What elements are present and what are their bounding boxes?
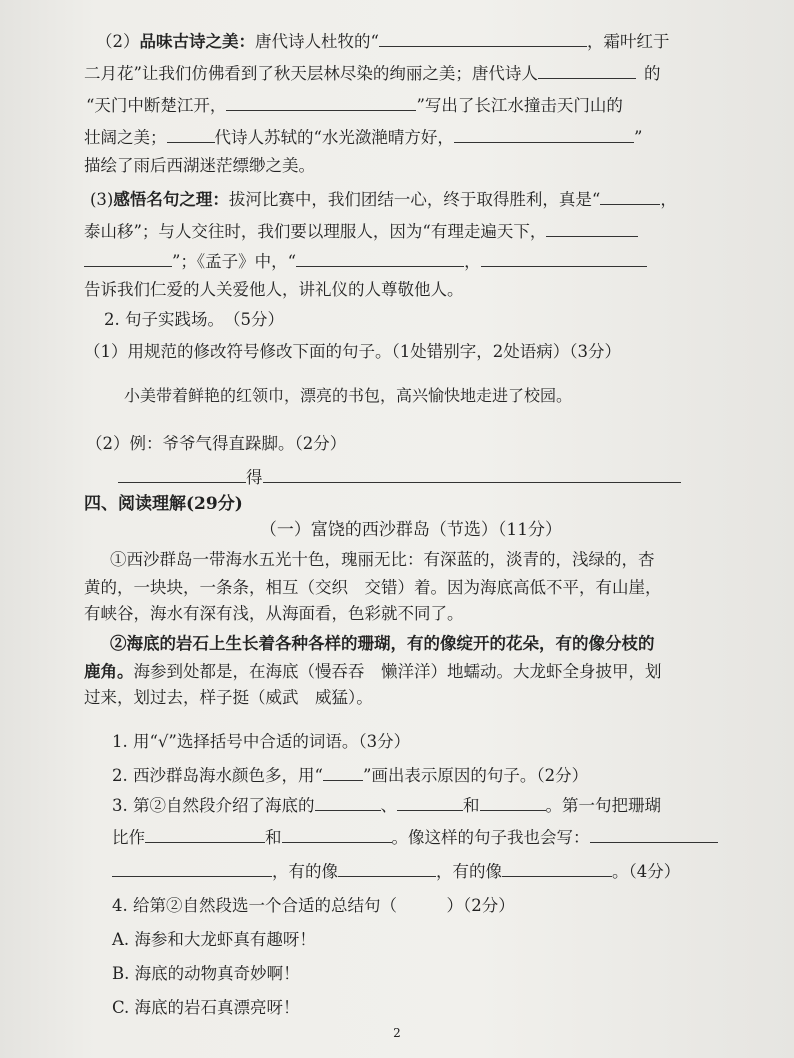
rq4: 4. 给第②自然段选一个合适的总结句（ ）（2分） [112,896,515,915]
rq2-text: ”画出表示原因的句子。（2分） [362,766,589,785]
q2-title: 2. 句子实践场。 （5分） [104,310,284,329]
s2-line-1 [96,32,669,51]
s2-text: 壮阔之美； [84,128,167,147]
rq3-text: ，有的像 [436,862,502,881]
s3-text: ”；《孟子》中，“ [172,252,297,271]
section4-title: 四、阅读理解(29分) [84,494,243,514]
blank[interactable] [502,862,612,877]
p2-text: 海参到处都是，在海底（慢吞吞 懒洋洋）地蠕动。大龙虾全身披甲，划 [133,662,662,681]
s3-line-4: 告诉我们仁爱的人关爱他人，讲礼仪的人尊敬他人。 [84,280,464,299]
passage-title: （一）富饶的西沙群岛（节选）（11分） [259,520,563,540]
p2-line-3: 过来，划过去，样子挺（威武 威猛）。 [84,688,373,707]
blank[interactable] [538,64,636,79]
q2-sub2: （2）例：爷爷气得直跺脚。（2分） [86,434,347,453]
s3-text: 拔河比赛中，我们团结一心，终于取得胜利，真是“ [228,190,601,209]
rq3-line-2 [112,828,718,847]
rq1: 1. 用“√”选择括号中合适的词语。（3分） [112,732,411,751]
blank[interactable] [590,828,718,843]
rq3-text: 。（4分） [612,862,681,881]
s2-line-3 [86,96,623,115]
rq3-text: 3. 第②自然段介绍了海底的 [112,796,315,815]
q2-sentence: 小美带着鲜艳的红领巾，漂亮的书包，高兴愉快地走进了校园。 [124,386,573,405]
rq3-text: 、 [380,796,397,815]
s3-line-1 [90,190,677,209]
rq3-text: ，有的像 [272,862,338,881]
q2-de: 得 [246,468,263,487]
blank[interactable] [282,828,392,843]
blank[interactable] [167,128,215,143]
blank[interactable] [84,252,172,267]
blank[interactable] [379,32,587,47]
s2-line-5: 描绘了雨后西湖迷茫缥缈之美。 [84,156,315,175]
p1-line-3: 有峡谷，海水有深有浅，从海面看，色彩就不同了。 [84,604,464,623]
blank[interactable] [323,766,363,781]
s3-text: ， [660,190,677,209]
s2-text: 二月花”让我们仿佛看到了秋天层林尽染的绚丽之美；唐代诗人 [84,64,538,83]
p1-line-2: 黄的，一块块，一条条，相互（交织 交错）着。因为海底高低不平，有山崖， [84,578,662,597]
s2-text: “天门中断楚江开， [86,96,227,115]
blank[interactable] [397,796,463,811]
rq2 [112,766,588,785]
rq3-text: 。第一句把珊瑚 [545,796,661,815]
s3-text: ， [464,252,481,271]
blank[interactable] [600,190,660,205]
rq3-line-1 [112,796,661,815]
blank[interactable] [338,862,436,877]
s3-line-2 [84,222,638,241]
s3-number: (3) [90,190,114,209]
blank[interactable] [226,96,416,111]
s2-text: 代诗人苏轼的“水光潋滟晴方好， [214,128,454,147]
rq3-text: 比作 [112,828,145,847]
s2-number: （2） [96,32,140,51]
s2-line-4 [84,128,642,147]
q2-sub1: （1）用规范的修改符号修改下面的句子。（1处错别字，2处语病）（3分） [84,342,621,361]
p2-line-1: ②海底的岩石上生长着各种各样的珊瑚，有的像绽开的花朵，有的像分枝的 [110,634,655,653]
s2-text: 的 [643,64,661,83]
blank[interactable] [296,252,464,267]
rq3-text: 和 [463,796,480,815]
p1-line-1: ①西沙群岛一带海水五光十色，瑰丽无比：有深蓝的，淡青的，浅绿的，杏 [110,550,655,569]
page-number: 2 [393,1026,401,1040]
s2-text: 唐代诗人杜牧的“ [255,32,379,51]
blank[interactable] [145,828,265,843]
blank[interactable] [454,128,634,143]
rq3-text: 。像这样的句子我也会写： [391,828,590,847]
s2-text: ” [633,128,643,147]
p2-line-2 [84,664,662,681]
blank[interactable] [546,222,638,237]
blank[interactable] [118,468,246,483]
s2-text: ”写出了长江水撞击天门山的 [416,96,623,115]
rq3-text: 和 [265,828,282,847]
blank[interactable] [480,796,546,811]
s3-line-3 [84,252,647,271]
blank[interactable] [112,862,272,877]
p2-bold: 鹿角。 [84,662,134,681]
s2-text: ，霜叶红于 [586,32,670,51]
blank[interactable] [315,796,381,811]
q2-fill-line [118,468,681,487]
rq2-text: 2. 西沙群岛海水颜色多，用“ [112,766,323,785]
blank[interactable] [481,252,647,267]
rq4-option-c[interactable]: C. 海底的岩石真漂亮呀！ [112,998,300,1017]
blank[interactable] [263,468,681,483]
s3-heading: 感悟名句之理： [113,190,229,209]
s2-heading: 品味古诗之美： [139,32,255,51]
rq3-line-3 [112,862,680,881]
s2-line-2 [84,64,660,83]
rq4-option-a[interactable]: A. 海参和大龙虾真有趣呀！ [112,930,316,949]
rq4-option-b[interactable]: B. 海底的动物真奇妙啊！ [112,964,300,983]
s3-text: 泰山移”；与人交往时，我们要以理服人，因为“有理走遍天下， [84,222,547,241]
